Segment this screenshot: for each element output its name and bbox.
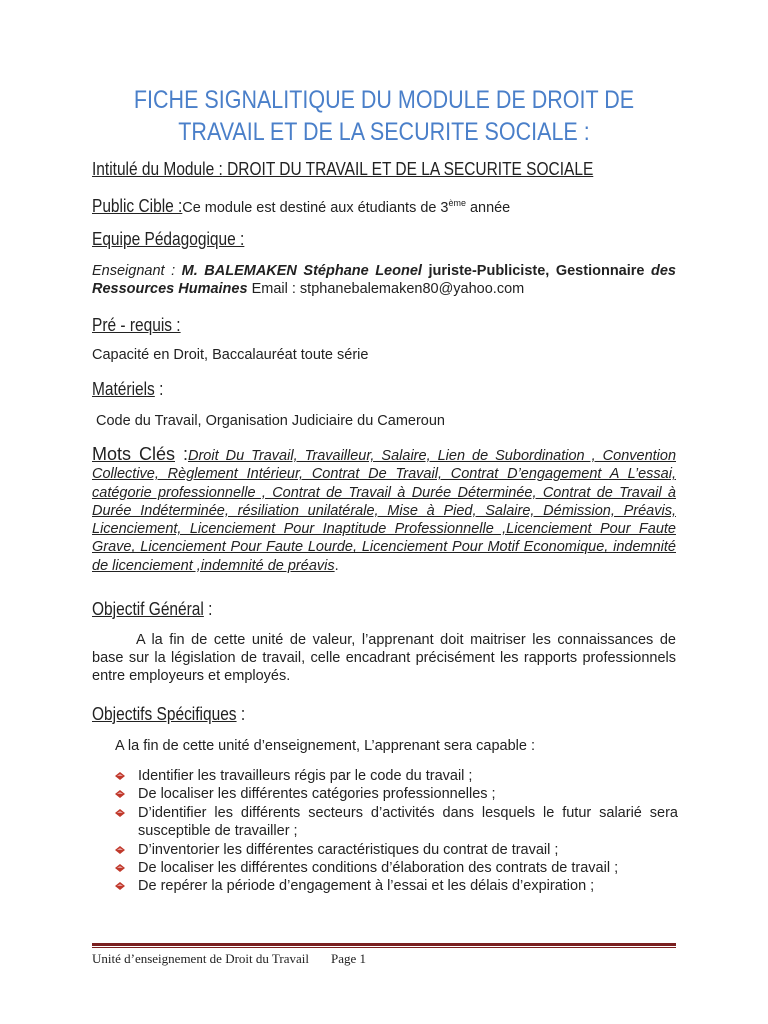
list-item-text: De localiser les différentes catégories professionnelles ;: [138, 786, 496, 803]
list-item: [112, 841, 678, 859]
mots-cles-keywords: Droit Du Travail, Travailleur, Salaire, Lien de Subordination , Convention Collective, Règlement Intérieur, Contrat De Travail, Contrat D’engagement A L’essai, catégorie professionnelle , Contrat de Travail à Durée Déterminée, Contrat de Travail à Durée Indéterminée, résiliation unilatérale, Mise à Pied, Salaire, Démission, Préavis, Licenciement, Licenciement Pour Inaptitude Professionnelle ,Licenciement Pour Faute Grave, Licenciement Pour Faute Lourde, Licenciement Pour Motif Economique, indemnité de licenciement ,indemnité de préavis: [92, 448, 677, 574]
objectifs-specifiques-label: Objectifs Spécifiques: [92, 704, 237, 724]
objectif-general-colon: :: [203, 599, 213, 619]
materiels-colon: :: [154, 379, 164, 399]
list-item: [112, 767, 678, 785]
page-number: Page 1: [331, 951, 367, 966]
equipe-heading: [92, 228, 244, 250]
bullet-diamond-icon: [114, 789, 126, 799]
list-item-text: D’identifier les différents secteurs d’activités dans lesquels le futur salarié sera susceptible de travailler ;: [138, 804, 678, 840]
mots-cles-label: Mots Clés: [92, 444, 175, 464]
objectifs-list: [112, 767, 678, 896]
enseignant-name: M. BALEMAKEN Stéphane Leonel: [181, 263, 422, 279]
prerequis-heading: [92, 314, 181, 336]
intitule-label: Intitulé du Module :: [92, 159, 223, 179]
bullet-diamond-icon: [114, 863, 126, 873]
list-item: [112, 804, 678, 841]
list-item: [112, 877, 678, 895]
public-text-after: année: [466, 199, 511, 216]
materiels-heading: [92, 378, 163, 400]
enseignant-label: Enseignant: [92, 263, 165, 279]
materiels-text: Code du Travail, Organisation Judiciaire du Cameroun: [96, 413, 445, 429]
footer-rule-thin: [92, 947, 676, 948]
list-item: [112, 785, 678, 803]
intitule-heading: [92, 158, 593, 180]
objectifs-specifiques-heading: [92, 703, 245, 725]
list-item-text: Identifier les travailleurs régis par le code du travail ;: [138, 768, 473, 784]
objectif-general-heading: [92, 598, 212, 620]
page-footer: [92, 951, 366, 967]
objectif-general-text: A la fin de cette unité de valeur, l’apprenant doit maitriser les connaissances de base sur la législation de travail, celle encadrant précisément les rapports professionnels entre employeurs et employés.: [92, 632, 676, 685]
enseignant-paragraph: [92, 262, 676, 298]
equipe-label: Equipe Pédagogique :: [92, 229, 245, 249]
footer-text: Unité d’enseignement de Droit du Travail: [92, 951, 309, 966]
bullet-diamond-icon: [114, 845, 126, 855]
prerequis-text: Capacité en Droit, Baccalauréat toute série: [92, 347, 369, 363]
bullet-diamond-icon: [114, 881, 126, 891]
bullet-diamond-icon: [114, 808, 126, 818]
objectifs-specifiques-colon: :: [236, 704, 246, 724]
bullet-diamond-icon: [114, 771, 126, 781]
intitule-value: DROIT DU TRAVAIL ET DE LA SECURITE SOCIALE: [222, 159, 594, 179]
list-item-text: D’inventorier les différentes caractéristiques du contrat de travail ;: [138, 841, 559, 858]
mots-cles-end: .: [334, 557, 339, 574]
title-line-2: TRAVAIL ET DE LA SECURITE SOCIALE :: [178, 118, 590, 146]
materiels-label: Matériels: [92, 379, 155, 399]
public-text: Ce module est destiné aux étudiants de 3: [182, 199, 449, 216]
list-item: [112, 859, 678, 877]
enseignant-role-italic: des Ressources Humaines: [92, 263, 676, 298]
mots-cles-colon: :: [175, 444, 188, 464]
objectif-general-label: Objectif Général: [92, 599, 204, 619]
public-cible: [92, 192, 511, 219]
list-item-text: De localiser les différentes conditions d’élaboration des contrats de travail ;: [138, 860, 619, 877]
prerequis-label: Pré - requis :: [92, 315, 181, 335]
footer-rule-thick: [92, 943, 676, 946]
enseignant-email: Email : stphanebalemaken80@yahoo.com: [247, 281, 525, 298]
public-label: Public Cible :: [92, 195, 183, 216]
title-line-1: FICHE SIGNALITIQUE DU MODULE DE DROIT DE: [133, 86, 635, 114]
page-title: [105, 84, 662, 148]
enseignant-sep: :: [164, 263, 182, 279]
public-superscript: ème: [448, 198, 467, 208]
enseignant-role: juriste-Publiciste, Gestionnaire: [421, 263, 651, 279]
objectifs-intro: A la fin de cette unité d’enseignement, L’apprenant sera capable :: [115, 738, 535, 754]
list-item-text: De repérer la période d’engagement à l’essai et les délais d’expiration ;: [138, 878, 595, 895]
mots-cles-paragraph: [92, 445, 676, 575]
